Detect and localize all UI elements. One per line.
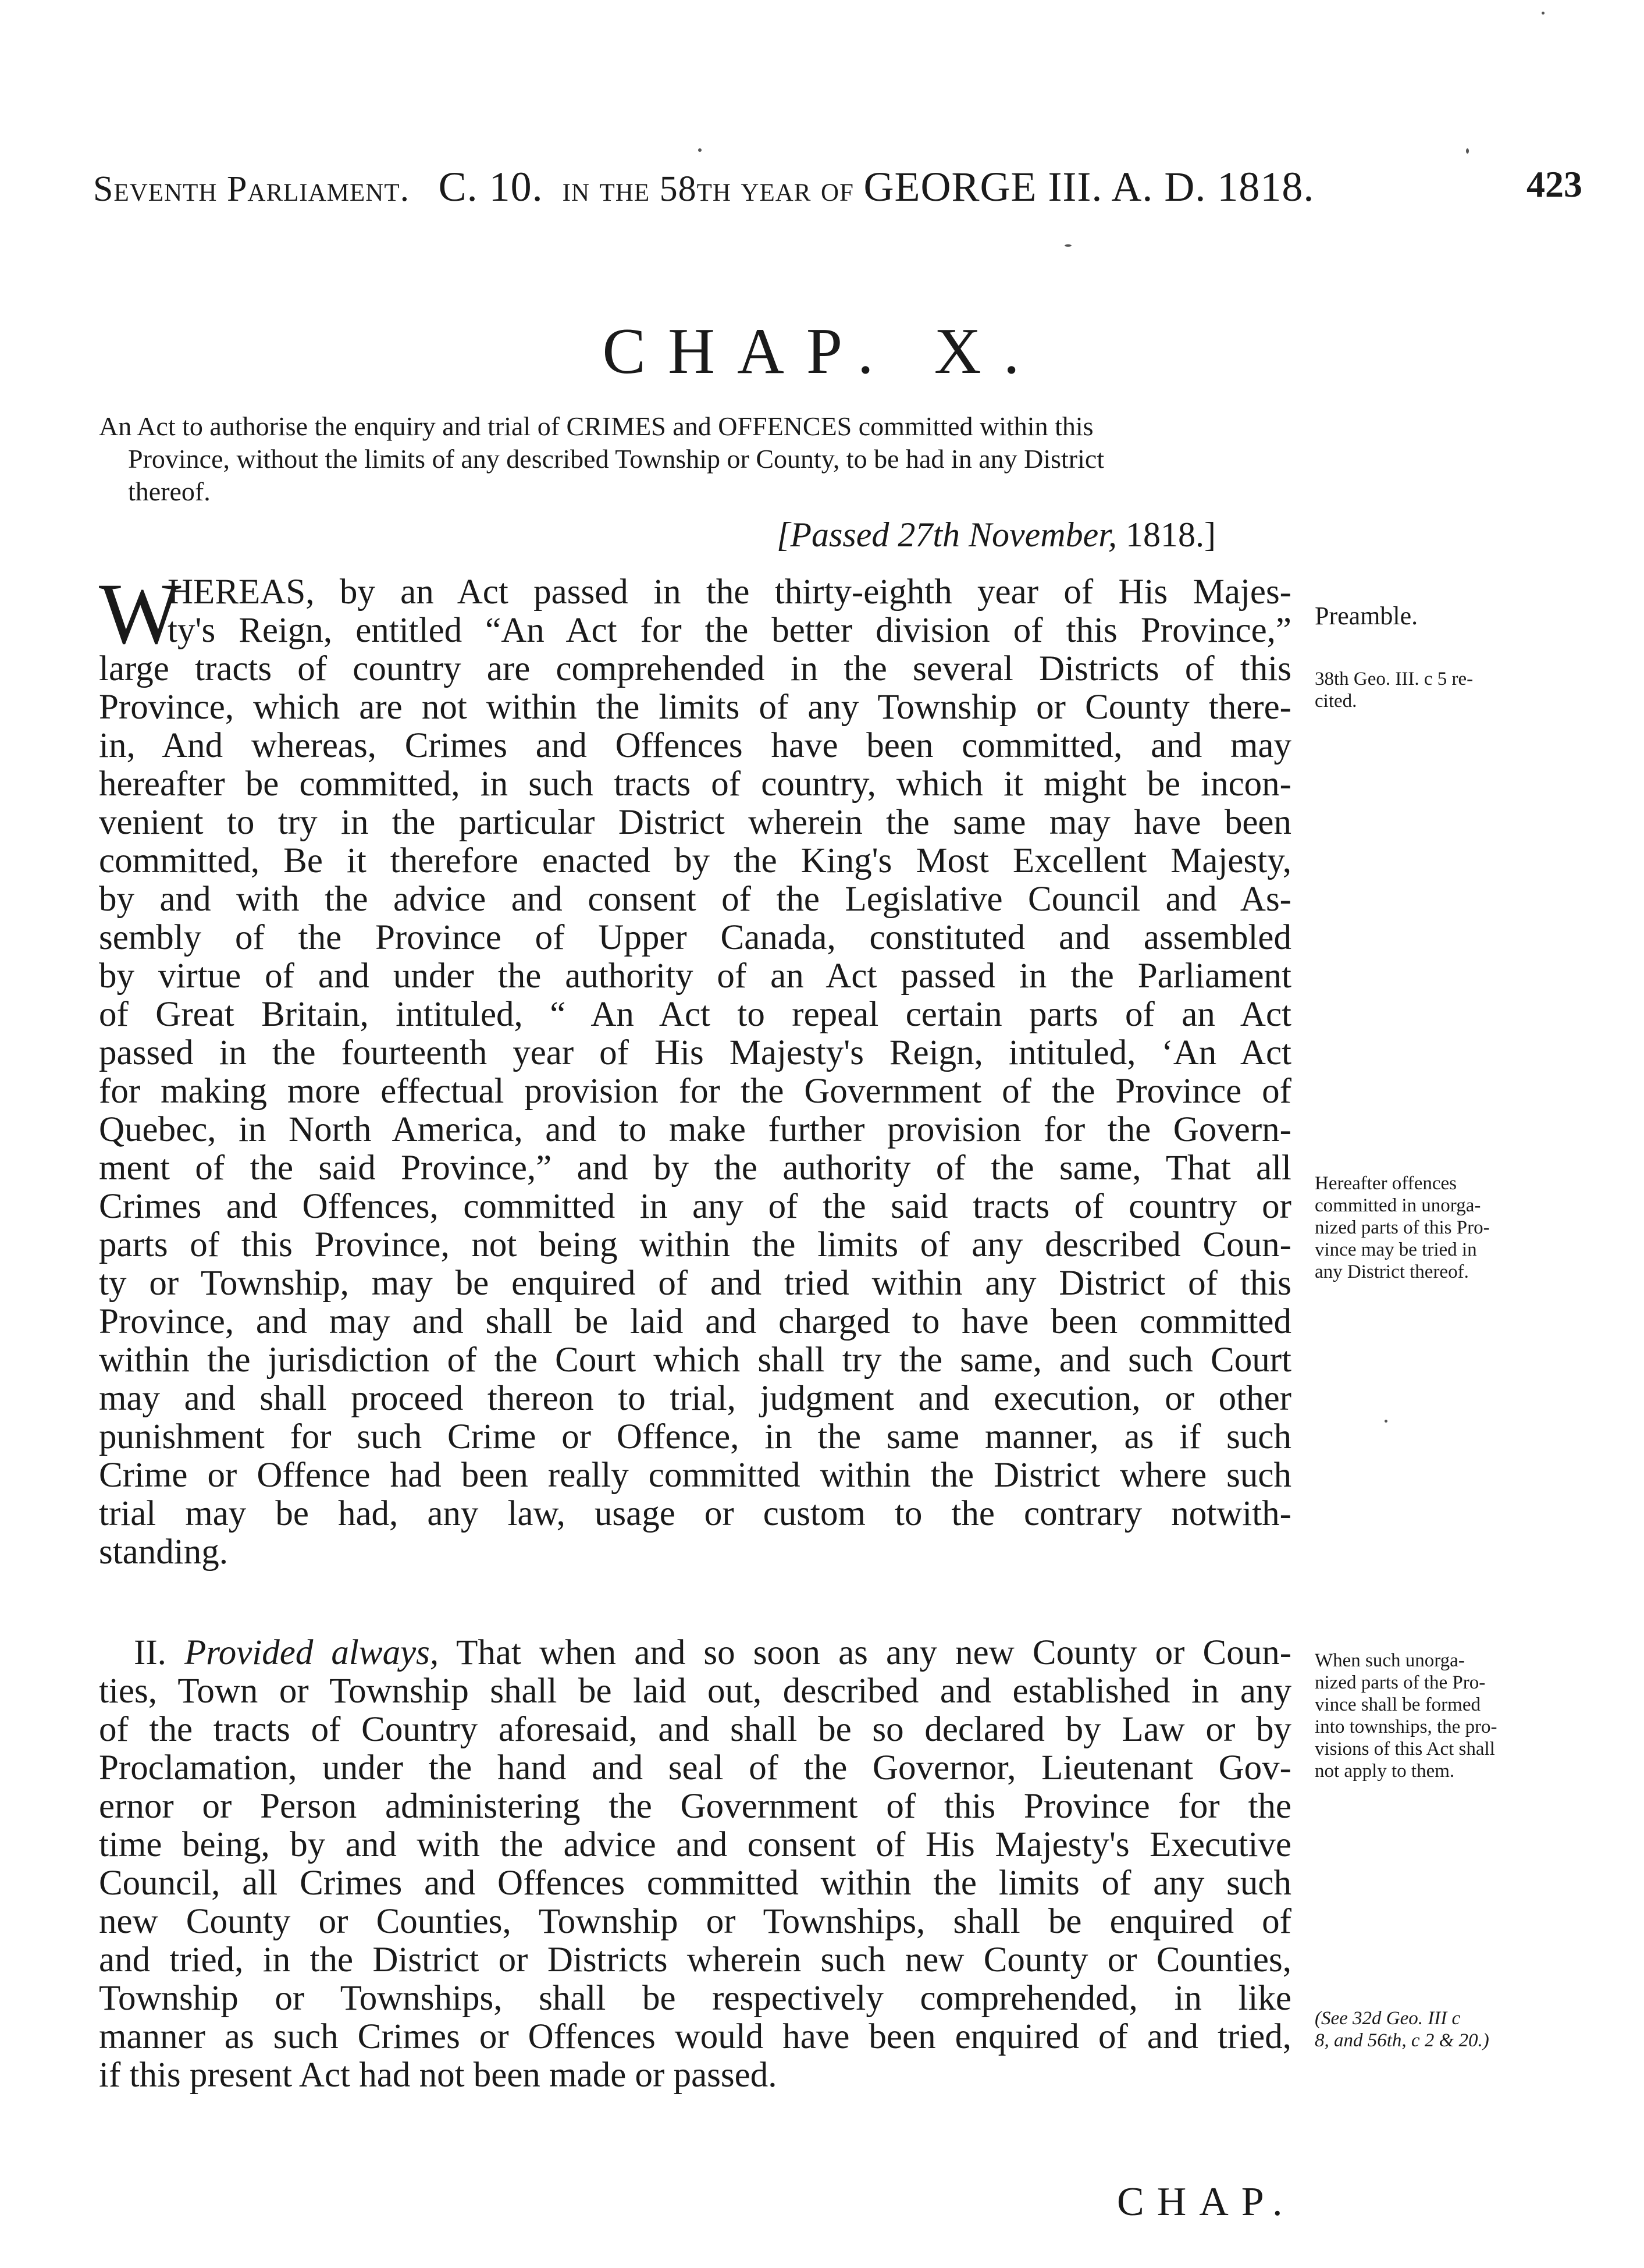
text-line: Council, all Crimes and Offences committed within the limits of any such xyxy=(99,1864,1291,1903)
print-speck xyxy=(1466,148,1469,154)
print-speck xyxy=(698,148,702,152)
text-line: Proclamation, under the hand and seal of the Governor, Lieutenant Gov- xyxy=(99,1748,1291,1787)
catchword: CHAP. xyxy=(1117,2180,1296,2224)
text-line: venient to try in the particular District wherein the same may have been xyxy=(99,803,1291,842)
text-line: manner as such Crimes or Offences would have been enquired of and tried, xyxy=(99,2017,1291,2056)
text-line: may and shall proceed thereon to trial, judgment and execution, or other xyxy=(99,1379,1291,1418)
chapter-title: CHAP. X. xyxy=(602,315,1042,388)
text-line: in, And whereas, Crimes and Offences have been committed, and may xyxy=(99,726,1291,765)
section-2-proviso xyxy=(99,1634,1291,2095)
running-head-year: in the 58th year of xyxy=(562,169,854,209)
margin-note-line: (See 32d Geo. III c xyxy=(1315,2008,1461,2029)
page-header xyxy=(93,163,1582,215)
running-head-parliament: Seventh Parliament. xyxy=(93,169,410,209)
text-line: time being, by and with the advice and consent of His Majesty's Executive xyxy=(99,1825,1291,1864)
margin-note-see-reference xyxy=(1315,2007,1571,2052)
act-title-line: Province, without the limits of any described Township or County, to be had in any District xyxy=(128,444,1105,474)
section-1-preamble xyxy=(99,566,1291,1572)
text-line: Province, and may and shall be laid and charged to have been committed xyxy=(99,1302,1291,1341)
text-line: large tracts of country are comprehended in the several Districts of this xyxy=(99,649,1291,688)
text-line: of Great Britain, intituled, “ An Act to repeal certain parts of an Act xyxy=(99,995,1291,1034)
text-line: sembly of the Province of Upper Canada, constituted and assembled xyxy=(99,918,1291,957)
text-line: ernor or Person administering the Government of this Province for the xyxy=(99,1787,1291,1826)
text-line: ty or Township, may be enquired of and tried within any District of this xyxy=(99,1264,1291,1303)
margin-note-when-unorganized xyxy=(1315,1650,1571,1782)
text-line: of the tracts of Country aforesaid, and shall be so declared by Law or by xyxy=(99,1710,1291,1749)
text-line: Crimes and Offences, committed in any of the said tracts of country or xyxy=(99,1187,1291,1226)
text-line: standing. xyxy=(99,1533,228,1572)
margin-note-line: any District thereof. xyxy=(1315,1261,1469,1282)
text-line: ties, Town or Township shall be laid out, described and established in any xyxy=(99,1672,1291,1711)
margin-note-line: into townships, the pro- xyxy=(1315,1716,1497,1737)
margin-note-hereafter-offences xyxy=(1315,1172,1571,1283)
text-line: Crime or Offence had been really committed within the District where such xyxy=(99,1456,1291,1495)
print-speck xyxy=(1065,244,1072,247)
act-title-line: thereof. xyxy=(128,477,211,506)
text-line: ty's Reign, entitled “An Act for the better division of this Province,” xyxy=(168,611,1291,650)
text-line: hereafter be committed, in such tracts of country, which it might be incon- xyxy=(99,765,1291,804)
margin-note-line: cited. xyxy=(1315,691,1357,712)
margin-note-line: vince may be tried in xyxy=(1315,1239,1477,1260)
margin-note-line: committed in unorga- xyxy=(1315,1195,1481,1216)
margin-note-line: 38th Geo. III. c 5 re- xyxy=(1315,669,1474,689)
text-line: passed in the fourteenth year of His Majesty's Reign, intituled, ‘An Act xyxy=(99,1033,1291,1072)
act-title-line: An Act to authorise the enquiry and trial of CRIMES and OFFENCES committed within this xyxy=(99,411,1094,441)
margin-note-line: When such unorga- xyxy=(1315,1650,1465,1671)
margin-note-line: visions of this Act shall xyxy=(1315,1739,1495,1759)
text-line: for making more effectual provision for the Government of the Province of xyxy=(99,1072,1291,1111)
text-line: trial may be had, any law, usage or custom to the contrary notwith- xyxy=(99,1494,1291,1533)
text-line: within the jurisdiction of the Court which shall try the same, and such Court xyxy=(99,1341,1291,1380)
section-2-first-line xyxy=(99,1634,1291,1672)
passed-label: [Passed 27th November, xyxy=(777,516,1117,554)
margin-note-preamble: Preamble. xyxy=(1315,602,1418,630)
margin-note-line: nized parts of the Pro- xyxy=(1315,1672,1486,1693)
running-head-chapter: C. 10. xyxy=(438,163,543,210)
proviso-lead: Provided always, xyxy=(184,1633,439,1672)
text-line: new County or Counties, Township or Townships, shall be enquired of xyxy=(99,1902,1291,1941)
text-line: if this present Act had not been made or passed. xyxy=(99,2056,777,2095)
margin-note-38th-geo xyxy=(1315,668,1571,712)
drop-cap: W xyxy=(99,566,182,662)
passed-year: 1818.] xyxy=(1125,516,1216,554)
text-line: ment of the said Province,” and by the authority of the same, That all xyxy=(99,1149,1291,1188)
print-speck xyxy=(1385,1420,1387,1423)
margin-note-line: nized parts of this Pro- xyxy=(1315,1217,1490,1238)
margin-note-line: 8, and 56th, c 2 & 20.) xyxy=(1315,2030,1489,2051)
text-line: committed, Be it therefore enacted by the King's Most Excellent Majesty, xyxy=(99,841,1291,880)
text-line: by and with the advice and consent of the Legislative Council and As- xyxy=(99,880,1291,919)
text-line: Province, which are not within the limits of any Township or County there- xyxy=(99,688,1291,727)
text-line: Quebec, in North America, and to make further provision for the Govern- xyxy=(99,1110,1291,1149)
running-head xyxy=(93,163,1314,211)
page-number: 423 xyxy=(1526,163,1582,205)
text-line: Township or Townships, shall be respectively comprehended, in like xyxy=(99,1979,1291,2018)
margin-note-line: Hereafter offences xyxy=(1315,1173,1457,1194)
text-line: parts of this Province, not being within the limits of any described Coun- xyxy=(99,1225,1291,1264)
text-line: by virtue of and under the authority of an Act passed in the Parliament xyxy=(99,957,1291,996)
passed-date xyxy=(777,515,1216,555)
text-line: and tried, in the District or Districts wherein such new County or Counties, xyxy=(99,1940,1291,1979)
section-numeral: II. xyxy=(134,1633,166,1672)
text-line: punishment for such Crime or Offence, in the same manner, as if such xyxy=(99,1417,1291,1456)
margin-note-line: not apply to them. xyxy=(1315,1761,1455,1782)
text-line: HEREAS, by an Act passed in the thirty-eighth year of His Majes- xyxy=(168,573,1291,612)
proviso-first-line-text: That when and so soon as any new County or Coun- xyxy=(456,1633,1292,1672)
margin-note-line: vince shall be formed xyxy=(1315,1694,1481,1715)
running-head-reign: GEORGE III. A. D. 1818. xyxy=(863,163,1315,210)
act-title xyxy=(99,410,1286,508)
print-speck xyxy=(1542,12,1545,15)
